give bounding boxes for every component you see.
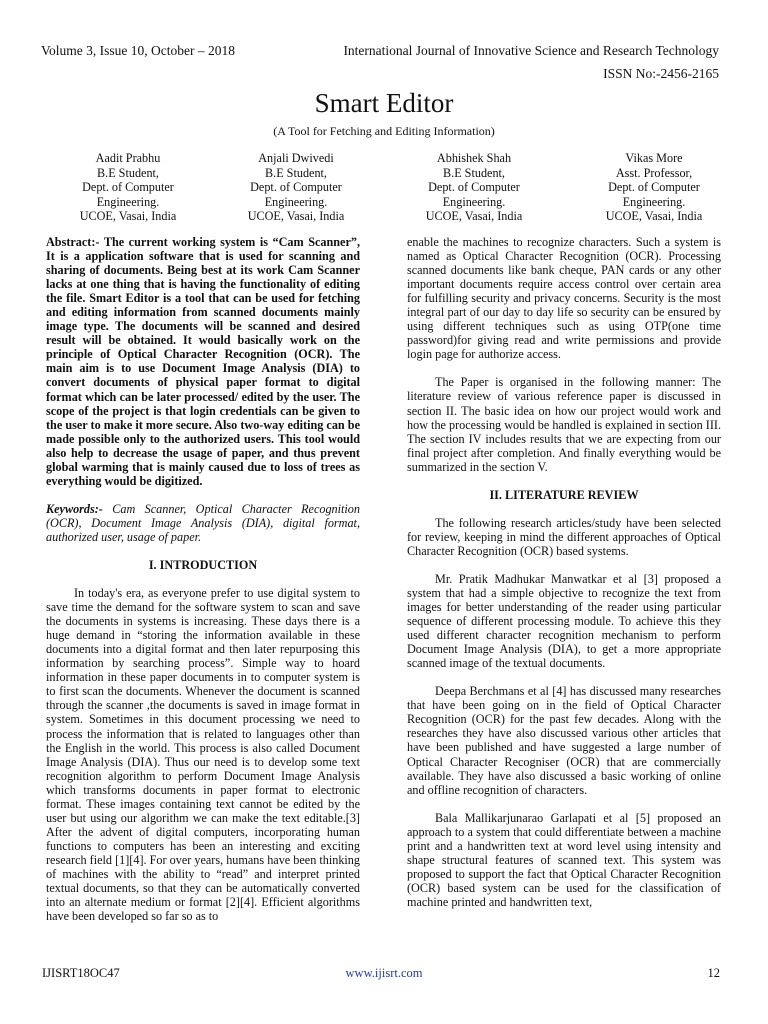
literature-paragraph: The following research articles/study have been selected for review, keeping in mind the different approaches of Optical Character Recognition (OCR) based systems.: [407, 515, 721, 558]
header-journal: International Journal of Innovative Science and Research Technology: [343, 43, 719, 58]
abstract: [46, 235, 360, 488]
author-institution: UCOE, Vasai, India: [425, 209, 523, 224]
author-institution: UCOE, Vasai, India: [79, 209, 177, 224]
footer-paper-code: IJISRT18OC47: [42, 966, 120, 980]
section-heading-literature-review: II. LITERATURE REVIEW: [489, 487, 639, 502]
intro-paragraph: The Paper is organised in the following manner: The literature review of various reference paper is discussed in section II. The basic idea on how our project would work and how the processing would be handled is explained in section III. The section IV includes results that we are expecting from our final project after completion. And finally everything would be summarized in the section V.: [407, 375, 721, 474]
author-name: Abhishek Shah: [436, 151, 512, 165]
section-heading-introduction: I. INTRODUCTION: [148, 557, 258, 572]
author-name: Aadit Prabhu: [95, 151, 161, 165]
keywords: [46, 502, 360, 544]
author-dept: Engineering.: [622, 194, 686, 209]
author-dept: Engineering.: [264, 194, 328, 209]
author-block: [201, 151, 391, 224]
author-role: Asst. Professor,: [615, 165, 693, 180]
right-column: [407, 235, 721, 909]
author-role: B.E Student,: [97, 165, 159, 180]
intro-paragraph: In today's era, as everyone prefer to use digital system to save time the demand for the software system to scan and save the documents in systems is increasing. These days there is a huge demand in “storing the information available in these documents into a digital format and then later repurposing this information by searching process”. Simple way to hoard information in these paper documents in to computer system is to first scan the documents. Whenever the document is scanned through the scanner ,the documents is saved in image format in system. Sometimes in this document processing we need to process the information that is related to languages other than the English in the world. This process is also called Document Image Analysis (DIA). Thus our need is to develop some text recognition algorithm to perform Document Image Analysis which transforms documents in paper format to electronic format. These images containing text cannot be edited by the user but using our algorithm we can make the text editable.[3] After the advent of digital computers, incorporating human functions to computers has been an interesting and exciting research field [1][4]. For over years, humans have been thinking of machines with the ability to “read” and interpret printed textual documents, so that they can be automatically converted into an alternate medium or format [2][4]. Efficient algorithms have been developed so far so as to: [46, 586, 360, 924]
author-dept: Dept. of Computer: [250, 180, 342, 195]
author-dept: Dept. of Computer: [82, 180, 174, 195]
author-institution: UCOE, Vasai, India: [247, 209, 345, 224]
author-name: Anjali Dwivedi: [258, 151, 334, 165]
left-column: [46, 235, 360, 923]
author-dept: Engineering.: [442, 194, 506, 209]
keywords-label: Keywords:-: [46, 501, 103, 516]
author-institution: UCOE, Vasai, India: [605, 209, 703, 224]
author-dept: Dept. of Computer: [608, 180, 700, 195]
author-dept: Engineering.: [96, 194, 160, 209]
author-role: B.E Student,: [443, 165, 505, 180]
author-block: [33, 151, 223, 224]
paper-subtitle: (A Tool for Fetching and Editing Information): [273, 124, 495, 138]
literature-paragraph: Deepa Berchmans et al [4] has discussed many researches that have been going on in the field of Optical Character Recognition (OCR) for the past few decades. Along with the researches they have also discussed various other articles that have been published and have suggested a large number of Optical Character Recogniser (OCR) that are commercially available. They have also discussed a basic working of online and offline recognition of characters.: [407, 684, 721, 797]
author-block: [559, 151, 749, 224]
footer-page-number: 12: [707, 966, 720, 980]
header-volume: Volume 3, Issue 10, October – 2018: [41, 43, 235, 58]
literature-paragraph: Mr. Pratik Madhukar Manwatkar et al [3] proposed a system that had a simple objective to recognize the text from images for better understanding of the reader using particular sequence of different processing module. To achieve this they used different character recognition mechanism to perform Document Image Analysis (DIA), to get a more appropriate scanned image of the textual documents.: [407, 571, 721, 671]
literature-paragraph: Bala Mallikarjunarao Garlapati et al [5] proposed an approach to a system that could differentiate between a machine print and a handwritten text at word level using intensity and shape structural features of scanned text. This system was proposed to support the fact that Optical Character Recognition (OCR) based system can be used for the classification of machine printed and handwritten text,: [407, 810, 721, 909]
header-issn: ISSN No:-2456-2165: [603, 66, 719, 81]
footer-website-link[interactable]: www.ijisrt.com: [345, 966, 423, 980]
author-block: [379, 151, 569, 224]
abstract-text: The current working system is “Cam Scanner”, It is a application software that is used for scanning and sharing of documents. Being best at its work Cam Scanner lacks at one thing that is having the functionality of editing the file. Smart Editor is a tool that can be used for fetching and editing information from scanned documents mainly image type. The documents will be scanned and desired result will be obtained. It would basically work on the principle of Optical Character Recognition (OCR). The main aim is to use Document Image Analysis (DIA) to convert documents of physical paper format to digital format which can be later processed/ edited by the user. The scope of the project is that login credentials can be given to the user to make it more secure. Also two-way editing can be made possible only to the authorized users. This tool would also help to decrease the usage of paper, and thus prevent global warming that is mainly caused due to loss of trees as everything would be digitized.: [46, 235, 360, 488]
author-dept: Dept. of Computer: [428, 180, 520, 195]
intro-paragraph-continued: enable the machines to recognize characters. Such a system is named as Optical Character Recognition (OCR). Processing scanned documents like bank cheque, PAN cards or any other important documents require access control over certain area for fulfilling security and privacy concerns. Security is the most integral part of our day to day life so security can be ensured by using different techniques such as using OTP(one time password)for giving read and write permissions and provide login page for authorize access.: [407, 235, 721, 362]
keywords-text: Cam Scanner, Optical Character Recognition (OCR), Document Image Analysis (DIA), digital format, authorized user, usage of paper.: [46, 501, 360, 544]
abstract-label: Abstract:-: [46, 235, 100, 249]
author-role: B.E Student,: [265, 165, 327, 180]
paper-title: Smart Editor: [314, 88, 454, 118]
author-name: Vikas More: [625, 151, 683, 165]
